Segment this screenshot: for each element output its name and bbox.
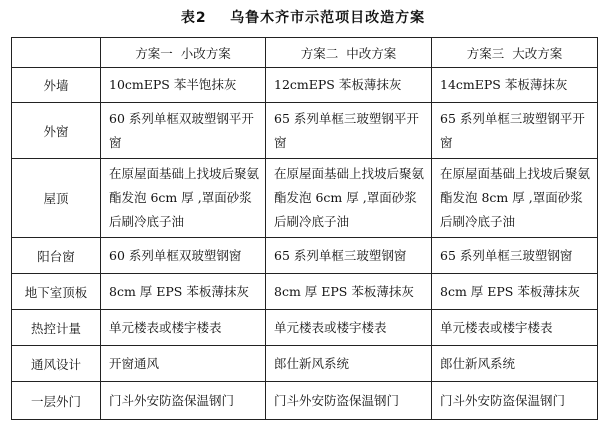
table-cell: 8cm 厚 EPS 苯板薄抹灰 (266, 274, 432, 310)
row-label-heat-metering: 热控计量 (12, 310, 101, 346)
table-cell: 65 系列单框三玻塑钢平开窗 (432, 103, 598, 159)
header-plan-1: 方案一 小改方案 (101, 38, 266, 68)
row-label-ground-floor-door: 一层外门 (12, 382, 101, 420)
table-cell: 14cmEPS 苯板薄抹灰 (432, 68, 598, 103)
header-corner-cell (12, 38, 101, 68)
table-cell: 65 系列单框三玻塑钢窗 (432, 238, 598, 274)
table-row (12, 238, 598, 274)
table-cell: 8cm 厚 EPS 苯板薄抹灰 (101, 274, 266, 310)
table-cell: 在原屋面基础上找坡后聚氨酯发泡 8cm 厚 ,罩面砂浆后刷冷底子油 (432, 159, 598, 238)
table-cell: 郎仕新风系统 (266, 346, 432, 382)
table-cell: 单元楼表或楼宇楼表 (101, 310, 266, 346)
row-label-roof: 屋顶 (12, 159, 101, 238)
table-cell: 65 系列单框三玻塑钢平开窗 (266, 103, 432, 159)
table-row (12, 310, 598, 346)
table-cell: 单元楼表或楼宇楼表 (432, 310, 598, 346)
table-cell: 在原屋面基础上找坡后聚氨酯发泡 6cm 厚 ,罩面砂浆后刷冷底子油 (266, 159, 432, 238)
table-cell: 门斗外安防盗保温钢门 (432, 382, 598, 420)
table-row (12, 274, 598, 310)
row-label-basement-ceiling: 地下室顶板 (12, 274, 101, 310)
table-cell: 8cm 厚 EPS 苯板薄抹灰 (432, 274, 598, 310)
table-cell: 12cmEPS 苯板薄抹灰 (266, 68, 432, 103)
header-plan-3: 方案三 大改方案 (432, 38, 598, 68)
table-cell: 开窗通风 (101, 346, 266, 382)
table-cell: 单元楼表或楼宇楼表 (266, 310, 432, 346)
header-plan-2: 方案二 中改方案 (266, 38, 432, 68)
renovation-plan-table (11, 37, 598, 420)
table-cell: 65 系列单框三玻塑钢窗 (266, 238, 432, 274)
table-caption: 表2 乌鲁木齐市示范项目改造方案 (180, 10, 426, 26)
table-cell: 60 系列单框双玻塑钢平开窗 (101, 103, 266, 159)
table-cell: 门斗外安防盗保温钢门 (266, 382, 432, 420)
table-row (12, 159, 598, 238)
table-row (12, 68, 598, 103)
table-cell: 60 系列单框双玻塑钢窗 (101, 238, 266, 274)
row-label-exterior-wall: 外墙 (12, 68, 101, 103)
row-label-exterior-window: 外窗 (12, 103, 101, 159)
table-row (12, 103, 598, 159)
table-cell: 郎仕新风系统 (432, 346, 598, 382)
table-cell: 10cmEPS 苯半饱抹灰 (101, 68, 266, 103)
table-cell: 在原屋面基础上找坡后聚氨酯发泡 6cm 厚 ,罩面砂浆后刷冷底子油 (101, 159, 266, 238)
row-label-balcony-window: 阳台窗 (12, 238, 101, 274)
table-row (12, 346, 598, 382)
table-row (12, 382, 598, 420)
table-header-row (12, 38, 598, 68)
row-label-ventilation: 通风设计 (12, 346, 101, 382)
table-cell: 门斗外安防盗保温钢门 (101, 382, 266, 420)
